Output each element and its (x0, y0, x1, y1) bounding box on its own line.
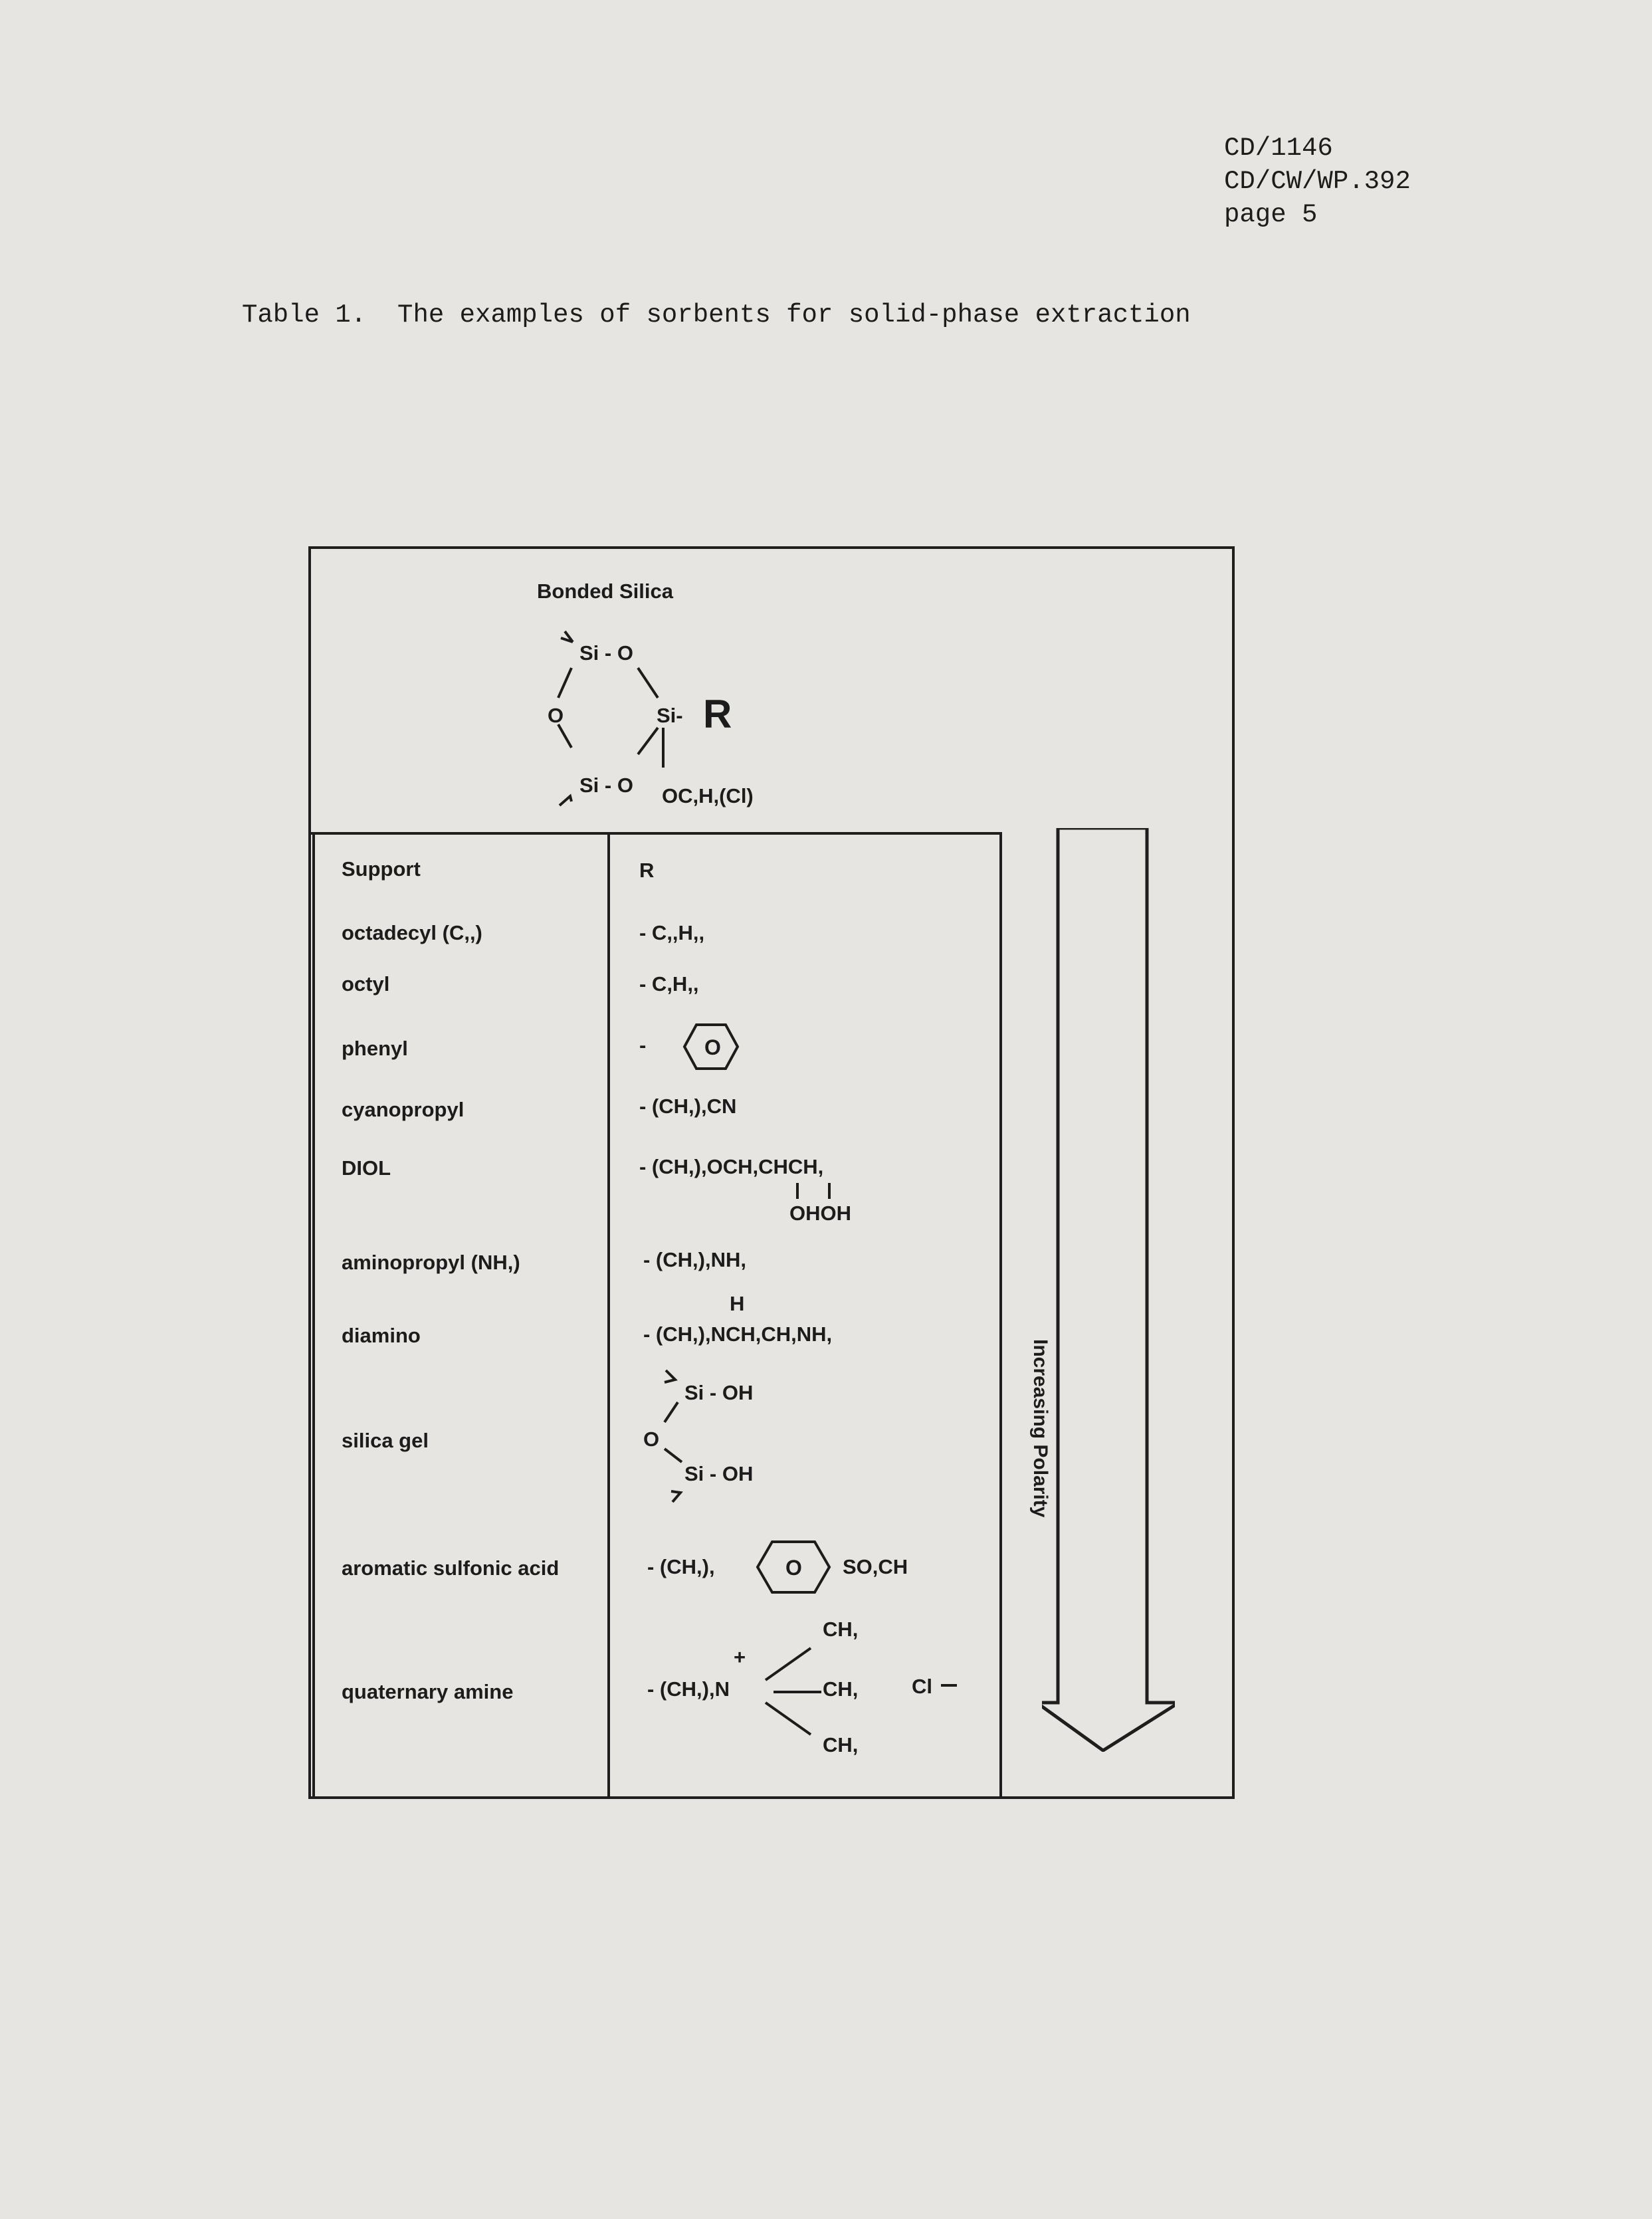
support-header: Support (342, 857, 421, 881)
silica-gel-structure (638, 1362, 811, 1509)
quat-ch-mid: CH, (823, 1677, 859, 1701)
support-quaternary-amine: quaternary amine (342, 1680, 514, 1703)
table-caption: Table 1. The examples of sorbents for solid-phase extraction (242, 300, 1191, 330)
page-number: page 5 (1224, 200, 1318, 229)
quat-ch-bot: CH, (823, 1733, 859, 1756)
oc-group: OC,H,(Cl) (662, 784, 754, 807)
r-phenyl-dash: - (639, 1033, 647, 1057)
r-aromatic: - (CH,), (647, 1555, 715, 1578)
si-r: Si- (657, 704, 683, 727)
silica-si-oh-bottom: Si - OH (684, 1462, 754, 1485)
r-octadecyl: - C,,H,, (639, 921, 705, 944)
phenyl-ring-center: O (704, 1035, 721, 1059)
r-diamino-h: H (730, 1292, 745, 1315)
support-diamino: diamino (342, 1324, 421, 1347)
r-diol: - (CH,),OCH,CHCH, (639, 1155, 824, 1178)
doc-code: CD/1146 (1224, 134, 1333, 163)
r-group: R (703, 692, 732, 736)
quat-cl: Cl (912, 1675, 932, 1698)
r-diamino: - (CH,),NCH,CH,NH, (643, 1322, 833, 1346)
r-diol-oh: OHOH (789, 1202, 851, 1225)
quat-ch-top: CH, (823, 1618, 859, 1641)
sulfonic-ring-icon (751, 1535, 837, 1599)
increasing-polarity-label: Increasing Polarity (1029, 1339, 1051, 1518)
column-divider (607, 832, 610, 1798)
r-aminopropyl: - (CH,),NH, (643, 1248, 746, 1271)
support-octadecyl: octadecyl (C,,) (342, 921, 482, 944)
support-aromatic-sulfonic-acid: aromatic sulfonic acid (342, 1556, 560, 1580)
phenyl-ring-icon (671, 1017, 744, 1077)
r-cyanopropyl: - (CH,),CN (639, 1095, 737, 1118)
sulfonic-ring-center: O (785, 1556, 802, 1580)
si-o-bottom: Si - O (579, 774, 633, 797)
r-sulfonic-tail: SO,CH (843, 1555, 908, 1578)
increasing-polarity-arrow-icon (1042, 828, 1175, 1752)
o-left: O (548, 704, 564, 727)
document-header (1224, 132, 1411, 231)
support-phenyl: phenyl (342, 1037, 408, 1060)
bonded-silica-label: Bonded Silica (537, 580, 673, 603)
support-cyanopropyl: cyanopropyl (342, 1098, 465, 1121)
support-silica-gel: silica gel (342, 1429, 429, 1452)
si-o-top: Si - O (579, 641, 633, 665)
r-quaternary: - (CH,),N (647, 1677, 730, 1701)
quat-plus: + (734, 1645, 746, 1669)
support-octyl: octyl (342, 972, 390, 996)
chloride-minus (940, 1683, 960, 1689)
silica-si-oh-top: Si - OH (684, 1381, 754, 1404)
silica-o: O (643, 1427, 660, 1451)
bonded-silica-structure (532, 618, 811, 817)
doc-ref: CD/CW/WP.392 (1224, 167, 1411, 196)
r-octyl: - C,H,, (639, 972, 699, 996)
support-aminopropyl: aminopropyl (NH,) (342, 1251, 520, 1274)
diol-bonds (791, 1182, 857, 1202)
support-diol: DIOL (342, 1156, 391, 1180)
r-header: R (639, 859, 655, 882)
